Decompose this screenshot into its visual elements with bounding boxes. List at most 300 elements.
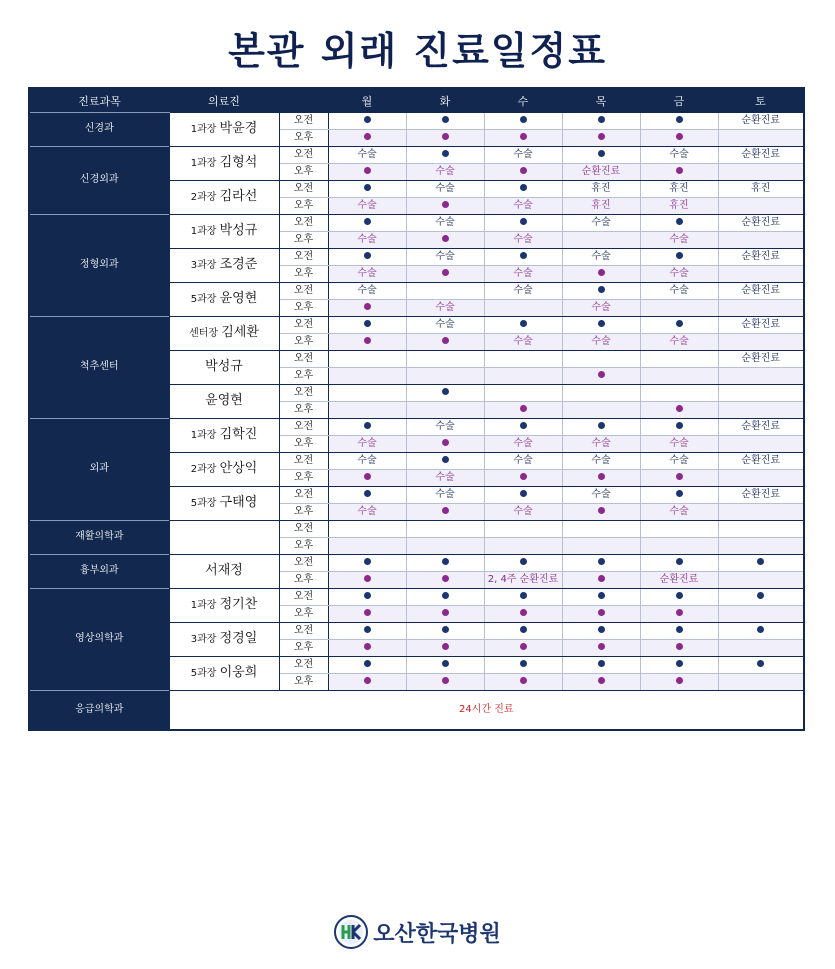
schedule-cell [406,622,484,639]
slot-label: 오전 [279,146,328,163]
slot-label: 오전 [279,282,328,299]
clinic-dot-icon [364,473,371,480]
doctor-title: 1과장 [190,599,217,611]
doctor-title: 3과장 [190,259,217,271]
header-dept: 진료과목 [29,88,169,113]
schedule-cell: 수술 [562,452,640,469]
schedule-cell [406,350,484,367]
clinic-dot-icon [520,218,527,225]
schedule-cell [328,520,406,537]
clinic-dot-icon [676,660,683,667]
schedule-cell: 수술 [484,146,562,163]
clinic-dot-icon [364,133,371,140]
schedule-cell: 수술 [328,503,406,520]
clinic-dot-icon [676,643,683,650]
doctor-title: 1과장 [190,123,217,135]
schedule-cell [718,299,804,316]
schedule-cell [640,418,718,435]
schedule-cell [718,605,804,622]
schedule-cell [718,622,804,639]
schedule-cell [562,537,640,554]
schedule-cell [562,418,640,435]
clinic-dot-icon [520,252,527,259]
schedule-cell [484,554,562,571]
clinic-dot-icon [442,235,449,242]
schedule-cell [328,622,406,639]
doctor-cell [169,656,279,690]
clinic-dot-icon [676,320,683,327]
schedule-cell [406,333,484,350]
slot-label: 오후 [279,503,328,520]
schedule-cell [406,639,484,656]
doctor-title: 2과장 [190,191,217,203]
clinic-dot-icon [364,167,371,174]
schedule-cell: 순환진료 [718,486,804,503]
slot-label: 오후 [279,197,328,214]
slot-label: 오후 [279,605,328,622]
clinic-dot-icon [676,677,683,684]
schedule-cell [718,503,804,520]
clinic-dot-icon [520,643,527,650]
schedule-cell [328,129,406,146]
slot-label: 오후 [279,129,328,146]
schedule-cell [484,656,562,673]
schedule-cell [718,520,804,537]
schedule-cell: 휴진 [562,197,640,214]
clinic-dot-icon [364,592,371,599]
doctor-cell [169,350,279,384]
clinic-dot-icon [598,677,605,684]
clinic-dot-icon [598,150,605,157]
schedule-cell: 순환진료 [640,571,718,588]
schedule-cell: 수술 [640,333,718,350]
schedule-cell [640,537,718,554]
schedule-row [29,588,804,605]
clinic-dot-icon [520,558,527,565]
schedule-cell: 수술 [562,435,640,452]
schedule-cell [406,129,484,146]
clinic-dot-icon [598,643,605,650]
schedule-cell [718,537,804,554]
schedule-cell [718,265,804,282]
schedule-cell [718,656,804,673]
clinic-dot-icon [364,660,371,667]
clinic-dot-icon [520,184,527,191]
schedule-cell [562,384,640,401]
schedule-cell [640,299,718,316]
clinic-dot-icon [520,422,527,429]
doctor-name: 정경일 [219,630,258,646]
schedule-cell [328,639,406,656]
schedule-cell [328,656,406,673]
clinic-dot-icon [364,609,371,616]
schedule-cell [562,520,640,537]
schedule-cell [718,588,804,605]
clinic-dot-icon [442,150,449,157]
header-day-wed: 수 [484,88,562,113]
department-name: 척추센터 [29,316,169,418]
slot-label: 오전 [279,520,328,537]
schedule-cell [562,622,640,639]
schedule-cell [718,129,804,146]
clinic-dot-icon [364,558,371,565]
clinic-dot-icon [364,252,371,259]
doctor-cell [169,282,279,316]
schedule-cell: 수술 [640,282,718,299]
schedule-cell [562,282,640,299]
doctor-title: 5과장 [190,497,217,509]
schedule-cell: 수술 [484,503,562,520]
clinic-dot-icon [364,490,371,497]
slot-label: 오후 [279,673,328,690]
schedule-cell [328,401,406,418]
hospital-logo [0,915,835,953]
doctor-cell [169,622,279,656]
schedule-cell [640,367,718,384]
schedule-cell [640,605,718,622]
schedule-cell: 순환진료 [718,350,804,367]
schedule-cell [406,554,484,571]
slot-label: 오후 [279,469,328,486]
clinic-dot-icon [442,337,449,344]
schedule-cell [562,469,640,486]
schedule-cell [562,367,640,384]
schedule-cell [328,554,406,571]
schedule-cell: 수술 [406,180,484,197]
schedule-cell [562,316,640,333]
schedule-cell [406,656,484,673]
schedule-cell [328,384,406,401]
schedule-cell: 수술 [562,299,640,316]
schedule-cell [328,248,406,265]
slot-label: 오전 [279,248,328,265]
clinic-dot-icon [442,116,449,123]
doctor-title: 5과장 [190,667,217,679]
schedule-cell [562,146,640,163]
schedule-cell [562,605,640,622]
clinic-dot-icon [598,592,605,599]
department-name: 응급의학과 [29,690,169,730]
schedule-cell [484,469,562,486]
slot-label: 오후 [279,367,328,384]
schedule-cell: 수술 [406,299,484,316]
slot-label: 오전 [279,316,328,333]
department-name: 흉부외과 [29,554,169,588]
doctor-name: 윤영현 [205,392,243,408]
schedule-cell: 수술 [406,163,484,180]
schedule-cell: 수술 [484,231,562,248]
clinic-dot-icon [757,626,764,633]
schedule-cell [718,333,804,350]
schedule-cell [406,520,484,537]
schedule-cell [562,571,640,588]
schedule-cell: 휴진 [640,197,718,214]
clinic-dot-icon [364,643,371,650]
header-day-mon: 월 [328,88,406,113]
schedule-cell [328,333,406,350]
schedule-cell [406,282,484,299]
header-day-tue: 화 [406,88,484,113]
schedule-cell [640,113,718,130]
doctor-name: 정기찬 [219,596,258,612]
slot-label: 오전 [279,452,328,469]
clinic-dot-icon [364,575,371,582]
clinic-dot-icon [520,609,527,616]
clinic-dot-icon [676,167,683,174]
schedule-row [29,214,804,231]
schedule-cell: 수술 [484,435,562,452]
doctor-name: 이웅희 [219,664,258,680]
slot-label: 오전 [279,656,328,673]
schedule-cell [718,163,804,180]
schedule-cell [406,231,484,248]
schedule-cell: 휴진 [562,180,640,197]
schedule-cell: 수술 [640,452,718,469]
doctor-title: 3과장 [190,633,217,645]
clinic-dot-icon [442,592,449,599]
doctor-cell [169,146,279,180]
schedule-cell [562,129,640,146]
doctor-cell [169,486,279,520]
slot-label: 오전 [279,622,328,639]
schedule-cell [640,214,718,231]
doctor-cell [169,554,279,588]
schedule-cell [640,486,718,503]
clinic-dot-icon [676,116,683,123]
clinic-dot-icon [442,643,449,650]
doctor-cell [169,418,279,452]
schedule-cell: 수술 [328,146,406,163]
slot-label: 오전 [279,418,328,435]
schedule-cell [640,554,718,571]
schedule-cell [484,248,562,265]
schedule-cell: 수술 [562,214,640,231]
schedule-cell [718,435,804,452]
schedule-cell: 수술 [328,265,406,282]
clinic-dot-icon [520,133,527,140]
schedule-cell [562,231,640,248]
clinic-dot-icon [520,490,527,497]
doctor-name: 박윤경 [219,120,258,136]
hospital-emblem-icon [334,915,368,949]
schedule-cell [718,384,804,401]
clinic-dot-icon [364,184,371,191]
header-doctor: 의료진 [169,88,279,113]
clinic-dot-icon [364,337,371,344]
schedule-cell: 순환진료 [718,452,804,469]
schedule-cell [406,197,484,214]
schedule-cell [328,299,406,316]
header-slot [279,88,328,113]
schedule-cell: 순환진료 [718,418,804,435]
doctor-title: 2과장 [190,463,217,475]
department-name: 재활의학과 [29,520,169,554]
schedule-row [29,520,804,537]
doctor-title: 센터장 [189,327,219,339]
doctor-cell [169,214,279,248]
clinic-dot-icon [598,507,605,514]
schedule-cell: 순환진료 [562,163,640,180]
clinic-dot-icon [442,677,449,684]
clinic-dot-icon [598,422,605,429]
schedule-cell [484,605,562,622]
schedule-cell [484,180,562,197]
schedule-cell [640,588,718,605]
clinic-dot-icon [757,660,764,667]
schedule-cell: 순환진료 [718,248,804,265]
schedule-cell [406,673,484,690]
slot-label: 오후 [279,537,328,554]
schedule-cell: 수술 [328,282,406,299]
page-title: 본관 외래 진료일정표 [228,29,607,73]
schedule-cell [406,384,484,401]
schedule-cell [484,588,562,605]
slot-label: 오후 [279,163,328,180]
clinic-dot-icon [676,626,683,633]
emergency-row [29,690,804,730]
slot-label: 오후 [279,333,328,350]
schedule-cell [640,656,718,673]
schedule-cell: 수술 [484,282,562,299]
schedule-cell: 수술 [406,214,484,231]
schedule-cell [640,622,718,639]
clinic-dot-icon [442,133,449,140]
clinic-dot-icon [676,592,683,599]
schedule-cell [640,673,718,690]
clinic-dot-icon [598,473,605,480]
schedule-cell: 순환진료 [718,316,804,333]
clinic-dot-icon [442,269,449,276]
schedule-cell [718,639,804,656]
clinic-dot-icon [364,303,371,310]
department-name: 영상의학과 [29,588,169,690]
schedule-row [29,113,804,130]
clinic-dot-icon [676,490,683,497]
schedule-cell: 수술 [640,503,718,520]
schedule-cell [562,673,640,690]
clinic-dot-icon [442,575,449,582]
schedule-cell [328,113,406,130]
schedule-cell [640,520,718,537]
clinic-dot-icon [442,558,449,565]
doctor-cell [169,588,279,622]
doctor-name: 김라선 [219,188,258,204]
schedule-cell [640,163,718,180]
schedule-cell [328,214,406,231]
schedule-cell [484,384,562,401]
schedule-cell [484,129,562,146]
department-name: 신경외과 [29,146,169,214]
clinic-dot-icon [520,660,527,667]
schedule-cell [562,554,640,571]
schedule-cell [328,350,406,367]
schedule-cell [406,588,484,605]
slot-label: 오후 [279,639,328,656]
schedule-cell [562,113,640,130]
schedule-cell: 수술 [640,435,718,452]
schedule-cell [562,656,640,673]
clinic-dot-icon [364,116,371,123]
schedule-cell: 수술 [328,197,406,214]
schedule-cell: 수술 [484,452,562,469]
clinic-dot-icon [598,286,605,293]
clinic-dot-icon [520,592,527,599]
schedule-cell [562,639,640,656]
schedule-cell [406,537,484,554]
schedule-cell: 수술 [406,418,484,435]
schedule-table [28,87,805,731]
clinic-dot-icon [442,456,449,463]
schedule-cell [484,299,562,316]
schedule-cell [484,163,562,180]
schedule-cell [328,571,406,588]
emergency-hours: 24시간 진료 [169,690,804,730]
schedule-cell [718,571,804,588]
slot-label: 오후 [279,401,328,418]
schedule-cell [718,197,804,214]
schedule-cell [328,163,406,180]
doctor-name: 윤영현 [219,290,258,306]
schedule-cell [562,350,640,367]
schedule-cell: 휴진 [718,180,804,197]
clinic-dot-icon [676,218,683,225]
clinic-dot-icon [598,320,605,327]
schedule-row [29,146,804,163]
clinic-dot-icon [520,116,527,123]
schedule-cell: 수술 [406,316,484,333]
clinic-dot-icon [598,626,605,633]
hospital-name: 오산한국병원 [373,921,501,947]
clinic-dot-icon [442,609,449,616]
schedule-cell: 수술 [328,231,406,248]
schedule-cell [718,367,804,384]
schedule-cell [328,673,406,690]
clinic-dot-icon [598,609,605,616]
schedule-cell: 수술 [406,248,484,265]
schedule-cell [406,401,484,418]
schedule-cell [562,588,640,605]
clinic-dot-icon [520,167,527,174]
slot-label: 오전 [279,384,328,401]
schedule-cell: 순환진료 [718,214,804,231]
header-row [29,88,804,113]
clinic-dot-icon [757,592,764,599]
schedule-cell [328,469,406,486]
schedule-cell [718,673,804,690]
department-name: 외과 [29,418,169,520]
schedule-cell [640,401,718,418]
doctor-name: 박성규 [205,358,243,374]
schedule-cell [562,503,640,520]
clinic-dot-icon [442,201,449,208]
schedule-cell: 수술 [406,469,484,486]
slot-label: 오전 [279,214,328,231]
clinic-dot-icon [442,660,449,667]
schedule-cell [484,367,562,384]
schedule-cell [718,469,804,486]
schedule-cell [484,214,562,231]
doctor-title: 1과장 [190,429,217,441]
schedule-cell: 수술 [484,333,562,350]
clinic-dot-icon [598,371,605,378]
schedule-cell [484,673,562,690]
schedule-cell [328,367,406,384]
schedule-cell: 수술 [328,452,406,469]
schedule-cell [406,503,484,520]
slot-label: 오전 [279,350,328,367]
doctor-name: 김학진 [219,426,258,442]
doctor-name: 조경준 [219,256,258,272]
